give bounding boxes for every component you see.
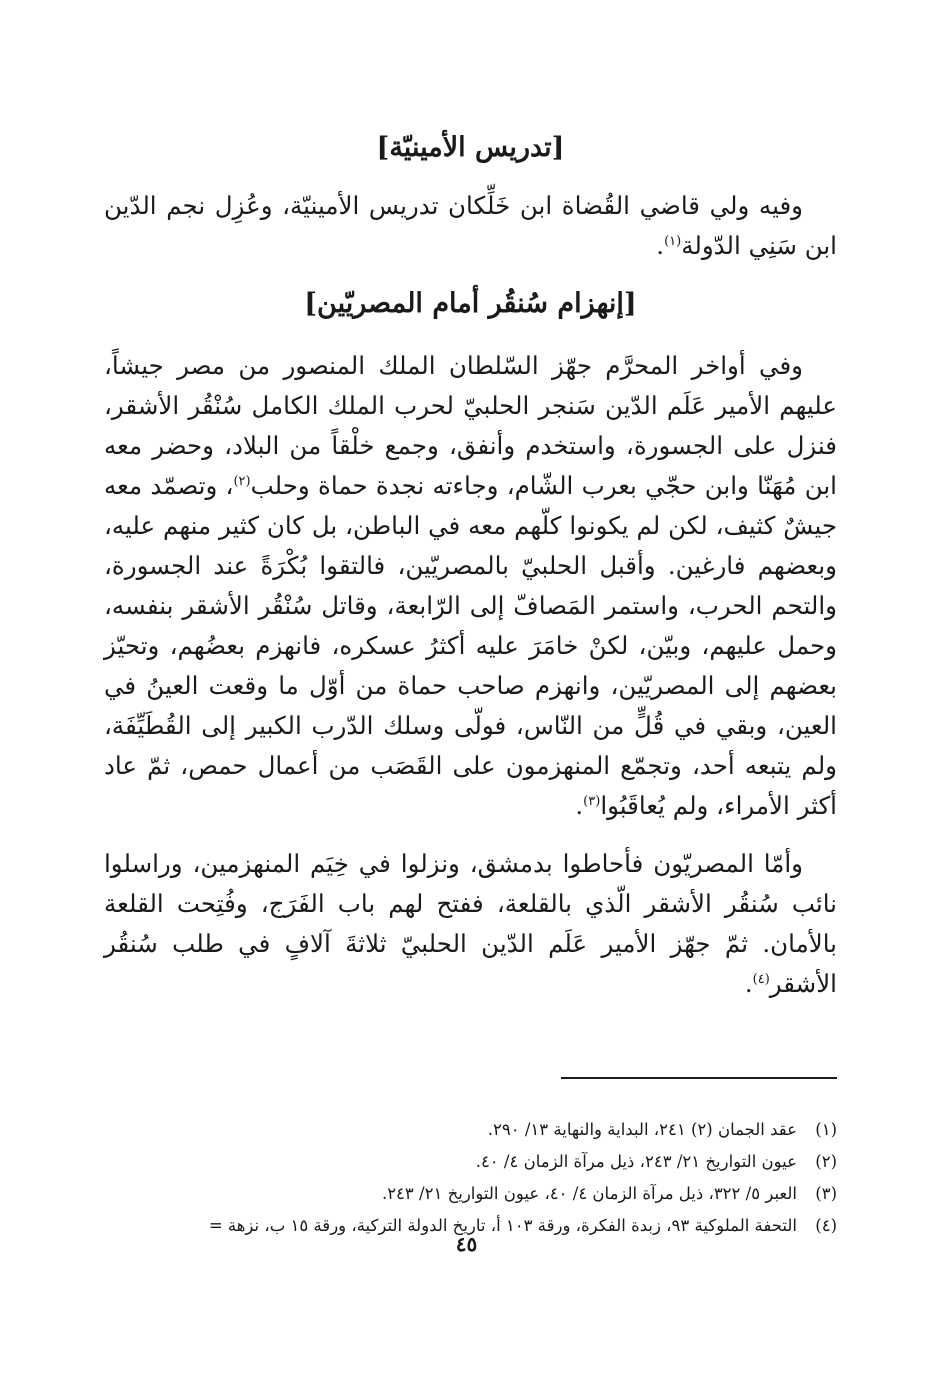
footnote-text: عقد الجمان (٢) ٢٤١، البداية والنهاية ١٣/ ٢٩٠. [487,1120,797,1139]
footnote-number: (١) [815,1120,837,1139]
page-number: ٤٥ [455,1232,478,1256]
footnote-number: (٢) [815,1152,837,1171]
paragraph-text-part1: وفي أواخر المحرَّم جهّز السّلطان الملك المنصور من مصر جيشاً، عليهم الأمير عَلَم الدّين سَنجر الحلبيّ لحرب الملك الكامل سُنْقُر الأشقر، فنزل على الجسورة، واستخدم وأنفق، وجمع خلْقاً من البلاد، وحضر معه ابن مُهَنّا وابن حجّي بعرب الشّام، وجاءته نجدة حماة وحلب [104,351,837,500]
paragraph-damascus [104,844,837,1004]
footnote-text: عيون التواريخ ٢١/ ٢٤٣، ذيل مرآة الزمان ٤/ ٤٠. [475,1152,797,1171]
section-heading-amini-teaching: [تدريس الأمينيّة] [376,132,565,163]
section-heading-sunqur-defeat: [إنهزام سُنقُر أمام المصريّين] [304,288,637,319]
footnote-text: التحفة الملوكية ٩٣، زبدة الفكرة، ورقة ١٠٣ أ، تاريخ الدولة التركية، ورقة ١٥ ب، نزهة = [208,1216,797,1235]
footnotes-list [104,1114,837,1242]
footnote-item [104,1178,837,1210]
footnote-text: العبر ٥/ ٣٢٢، ذيل مرآة الزمان ٤/ ٤٠، عيون التواريخ ٢١/ ٢٤٣. [381,1184,797,1203]
footnote-ref-2[interactable]: (٢) [233,473,251,489]
footnote-ref-1[interactable]: (١) [664,233,682,249]
paragraph-tail: . [575,791,584,820]
footnote-number: (٤) [815,1216,837,1235]
paragraph-tail: . [744,969,753,998]
footnote-ref-4[interactable]: (٤) [752,971,770,987]
footnote-item [104,1146,837,1178]
footnote-number: (٣) [815,1184,837,1203]
paragraph-amini-teaching [104,186,837,266]
paragraph-text: وفيه ولي قاضي القُضاة ابن خَلِّكان تدريس الأمينيّة، وعُزِل نجم الدّين ابن سَنِي الدّولة [104,191,837,260]
footnote-ref-3[interactable]: (٣) [583,793,601,809]
footnote-separator [561,1077,837,1079]
paragraph-text-part2: ، وتصمّد معه جيشٌ كثيف، لكن لم يكونوا كلّهم معه في الباطن، بل كان كثير منهم عليه، وبعضهم فارغين. وأقبل الحلبيّ بالمصريّين، فالتقوا بُكْرَةً عند الجسورة، والتحم الحرب، واستمر المَصافّ إلى الرّابعة، وقاتل سُنْقُر الأشقر بنفسه، وحمل عليهم، وبيّن، لكنْ خامَرَ عليه أكثرُ عسكره، فانهزم بعضُهم، وتحيّز بعضهم إلى المصريّين، وانهزم صاحب حماة من أوّل ما وقعت العينُ في العين، وبقي في قُلٍّ من النّاس، فولّى وسلك الدّرب الكبير إلى القُطَيِّفَة، ولم يتبعه أحد، وتجمّع المنهزمون على القَصَب من أعمال حمص، ثمّ عاد أكثر الأمراء، ولم يُعاقَبُوا [104,471,837,820]
paragraph-tail: . [656,231,665,260]
main-text [104,128,837,1004]
paragraph-text: وأمّا المصريّون فأحاطوا بدمشق، ونزلوا في خِيَم المنهزمين، وراسلوا نائب سُنقُر الأشقر الّذي بالقلعة، ففتح لهم باب الفَرَج، وفُتِحت القلعة بالأمان. ثمّ جهّز الأمير عَلَم الدّين الحلبيّ ثلاثةَ آلافٍ في طلب سُنقُر الأشقر [104,849,837,998]
paragraph-battle [104,346,837,826]
footnote-item [104,1114,837,1146]
